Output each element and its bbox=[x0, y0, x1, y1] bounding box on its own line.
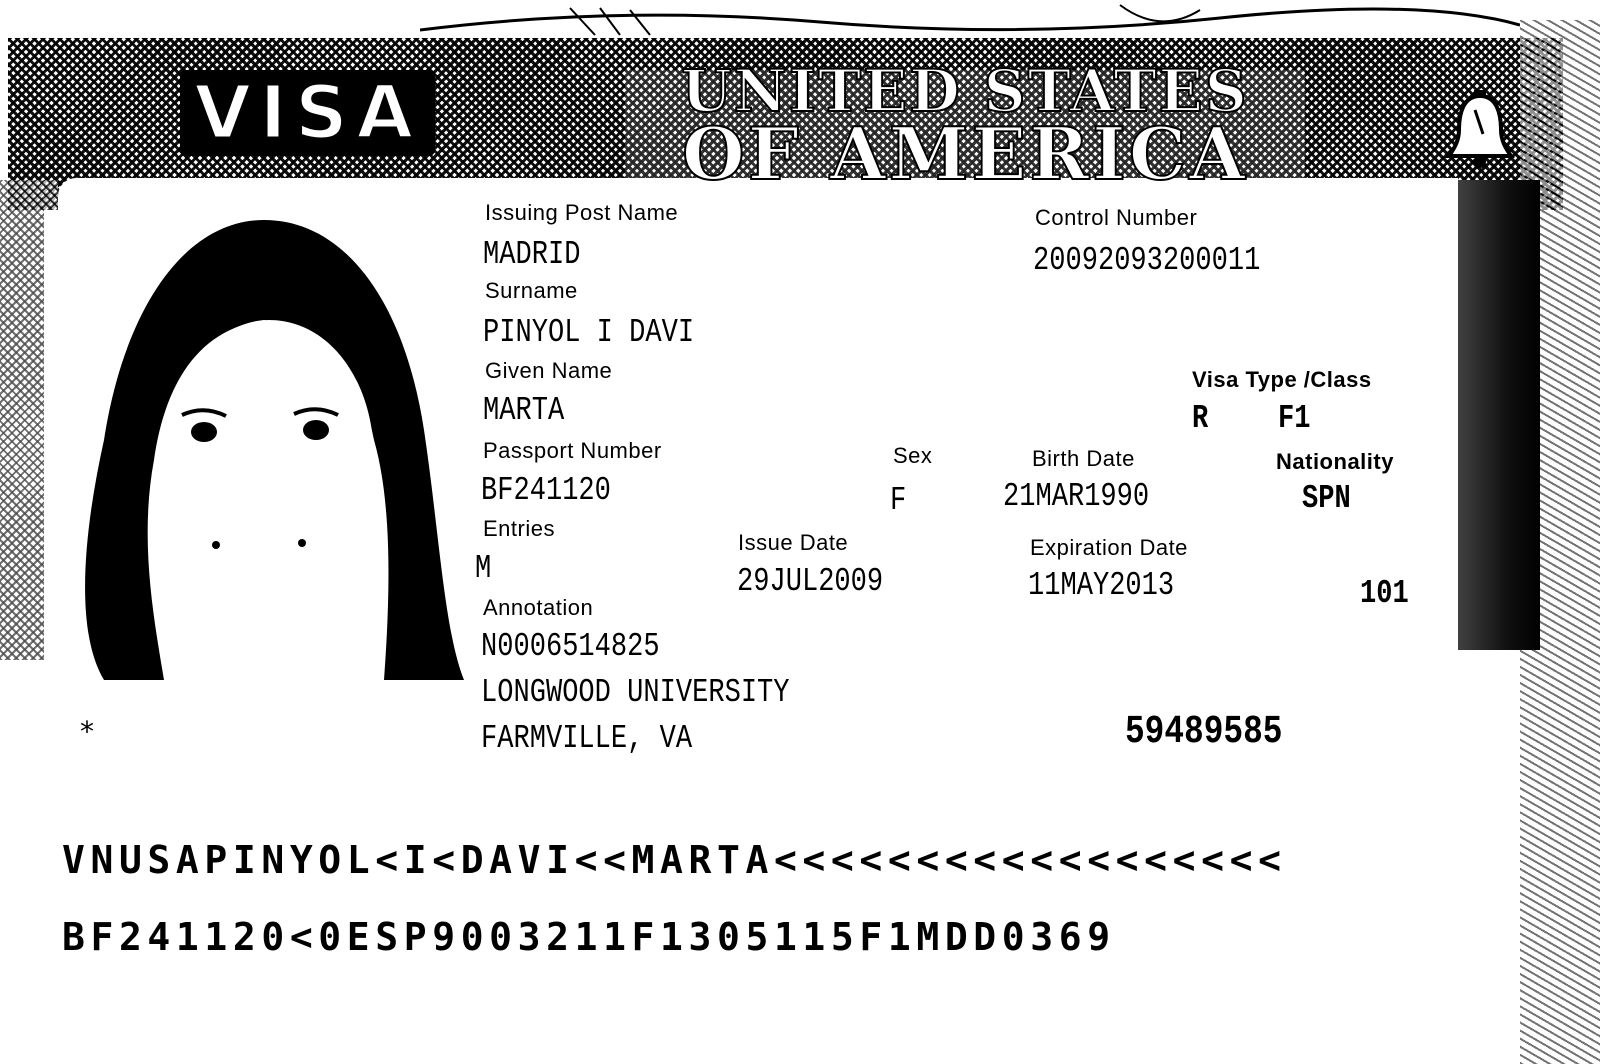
star-mark: * bbox=[80, 715, 94, 748]
passport-number-value: BF241120 bbox=[481, 472, 611, 509]
annotation-line-2: LONGWOOD UNIVERSITY bbox=[481, 674, 790, 711]
annotation-line-3: FARMVILLE, VA bbox=[481, 720, 693, 757]
control-number-value: 20092093200011 bbox=[1033, 242, 1261, 279]
sex-value: F bbox=[890, 482, 907, 519]
issuing-post-value: MADRID bbox=[483, 236, 581, 273]
issuing-post-label: Issuing Post Name bbox=[485, 200, 679, 225]
annotation-label: Annotation bbox=[483, 595, 594, 620]
security-pattern-right bbox=[1455, 180, 1540, 650]
entries-label: Entries bbox=[483, 516, 555, 541]
top-edge-marks bbox=[420, 0, 1520, 40]
surname-label: Surname bbox=[485, 278, 578, 303]
country-name bbox=[635, 57, 1295, 196]
visa-type-label: Visa Type /Class bbox=[1192, 367, 1372, 392]
given-name-value: MARTA bbox=[483, 392, 565, 429]
passport-number-label: Passport Number bbox=[483, 438, 662, 463]
country-line-2: OF AMERICA bbox=[681, 111, 1249, 196]
mrz-line-2: BF241120<0ESP9003211F1305115F1MDD0369 bbox=[62, 915, 1116, 959]
entries-value: M bbox=[475, 550, 492, 587]
issue-date-value: 29JUL2009 bbox=[737, 563, 884, 600]
birth-date-value: 21MAR1990 bbox=[1003, 478, 1150, 515]
visa-type-value: R bbox=[1192, 400, 1209, 437]
foil-number: 59489585 bbox=[1125, 710, 1283, 755]
nationality-label: Nationality bbox=[1276, 449, 1394, 474]
country-line-1: UNITED STATES bbox=[681, 57, 1249, 125]
liberty-bell-icon bbox=[1445, 90, 1515, 170]
sex-label: Sex bbox=[893, 443, 933, 468]
surname-value: PINYOL I DAVI bbox=[483, 314, 695, 351]
expiration-date-label: Expiration Date bbox=[1030, 535, 1188, 560]
holder-photo bbox=[44, 210, 464, 690]
annotation-line-1: N0006514825 bbox=[481, 628, 660, 665]
issue-date-label: Issue Date bbox=[738, 530, 849, 555]
nationality-value: SPN bbox=[1302, 480, 1351, 517]
visa-class-value: F1 bbox=[1278, 400, 1311, 437]
control-number-label: Control Number bbox=[1035, 205, 1198, 230]
expiration-date-value: 11MAY2013 bbox=[1028, 567, 1175, 604]
birth-date-label: Birth Date bbox=[1032, 446, 1135, 471]
mrz-line-1: VNUSAPINYOL<I<DAVI<<MARTA<<<<<<<<<<<<<<<<<< bbox=[62, 838, 1287, 882]
side-number: 101 bbox=[1360, 575, 1409, 612]
given-name-label: Given Name bbox=[485, 358, 613, 383]
visa-title: VISA bbox=[180, 70, 435, 156]
